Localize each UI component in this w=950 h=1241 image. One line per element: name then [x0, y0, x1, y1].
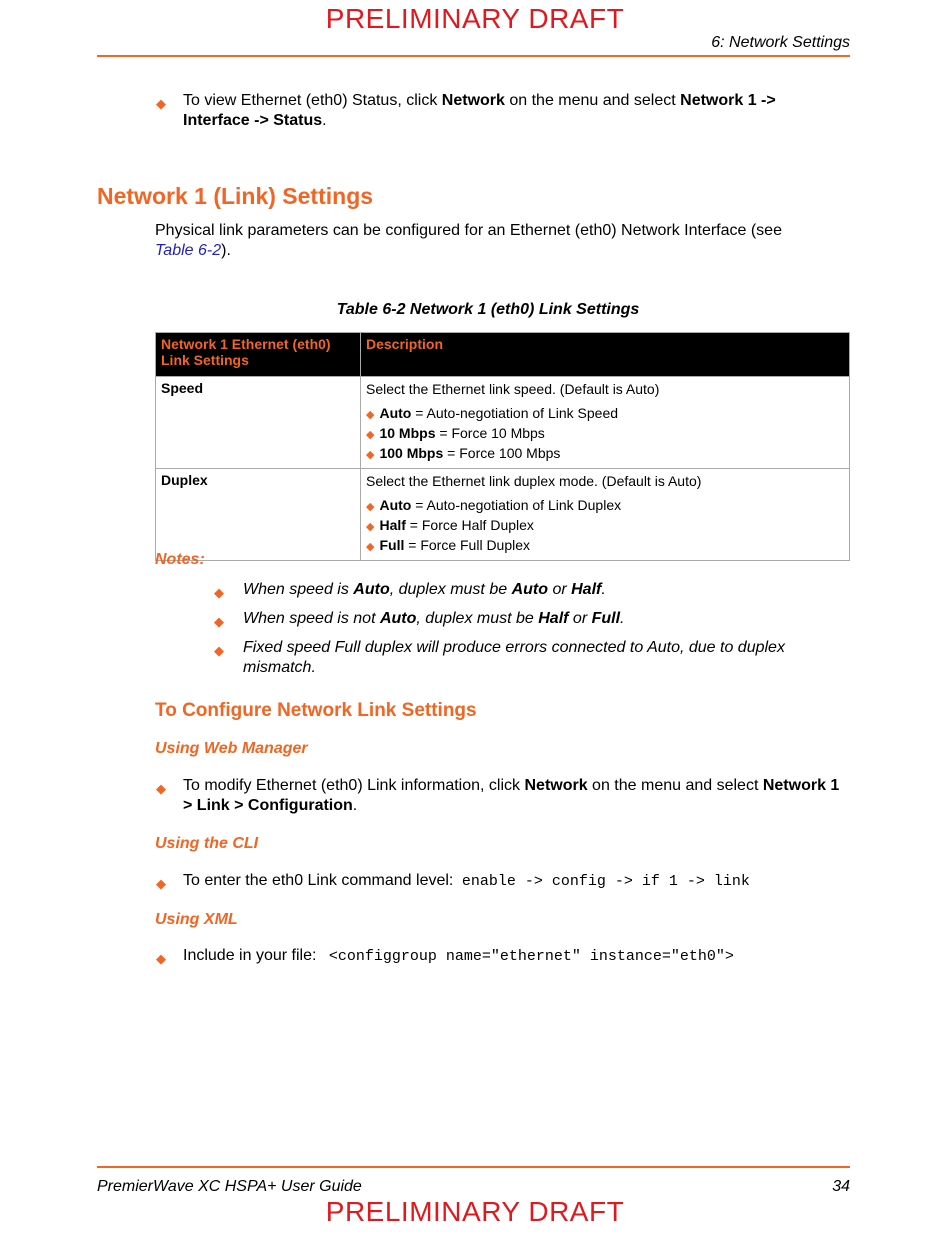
- diamond-bullet-icon: ◆: [214, 585, 224, 600]
- bold-text: Full: [591, 610, 621, 627]
- text: When speed is not: [243, 610, 380, 627]
- bold-text: Auto: [511, 581, 548, 598]
- text: = Force 10 Mbps: [435, 425, 545, 441]
- text: To view Ethernet (eth0) Status, click: [183, 92, 442, 109]
- bold-text: Network: [441, 92, 505, 109]
- watermark-top: PRELIMINARY DRAFT: [325, 3, 625, 34]
- diamond-bullet-icon: ◆: [366, 409, 375, 421]
- diamond-bullet-icon: ◆: [156, 876, 166, 891]
- xml-text: [183, 946, 734, 967]
- footer-title: PremierWave XC HSPA+ User Guide: [97, 1178, 362, 1195]
- note-item: [243, 638, 843, 678]
- diamond-bullet-icon: ◆: [214, 614, 224, 629]
- bold-text: Auto: [379, 405, 412, 421]
- bold-text: Auto: [379, 610, 417, 627]
- setting-name: Speed: [156, 377, 361, 469]
- diamond-bullet-icon: ◆: [156, 951, 166, 966]
- text: .: [322, 112, 327, 129]
- bold-text: 10 Mbps: [379, 425, 436, 441]
- text: mismatch.: [243, 659, 316, 676]
- xml-code: <configgroup name="ethernet" instance="eth0">: [328, 948, 734, 965]
- text: When speed is: [243, 581, 354, 598]
- text: Fixed speed Full duplex will produce errors connected to Auto, due to duplex: [243, 639, 785, 656]
- table-caption: Table 6-2 Network 1 (eth0) Link Settings: [336, 301, 640, 318]
- text: To modify Ethernet (eth0) Link information, click: [183, 777, 525, 794]
- list-item: [366, 496, 844, 516]
- column-header: Description: [361, 333, 850, 377]
- footer-rule: [97, 1166, 850, 1168]
- diamond-bullet-icon: ◆: [156, 96, 166, 111]
- diamond-bullet-icon: ◆: [366, 501, 375, 513]
- setting-name: Duplex: [156, 469, 361, 561]
- xml-label: Using XML: [155, 911, 238, 928]
- table-row: [156, 469, 850, 561]
- bold-text: Half: [538, 610, 569, 627]
- section-paragraph: [155, 221, 845, 261]
- notes-label: Notes:: [155, 551, 205, 568]
- text: = Auto-negotiation of Link Duplex: [411, 497, 622, 513]
- table-row: [156, 377, 850, 469]
- web-manager-text: [183, 776, 853, 816]
- text: To enter the eth0 Link command level:: [183, 872, 454, 889]
- text: on the menu and select: [587, 777, 763, 794]
- text: = Force 100 Mbps: [443, 445, 561, 461]
- watermark-bottom: PRELIMINARY DRAFT: [325, 1196, 625, 1227]
- text: Include in your file:: [183, 947, 317, 964]
- description-text: Select the Ethernet link duplex mode. (Default is Auto): [366, 473, 702, 489]
- table-reference-link[interactable]: Table 6-2: [155, 242, 222, 259]
- section-title: Network 1 (Link) Settings: [97, 183, 374, 209]
- cli-text: [183, 871, 750, 892]
- bold-text: Half: [571, 581, 602, 598]
- text: .: [352, 797, 358, 814]
- link-settings-table: [155, 332, 850, 561]
- description-text: Select the Ethernet link speed. (Default is Auto): [366, 381, 660, 397]
- list-item: [366, 444, 844, 464]
- bold-text: Network 1: [762, 777, 840, 794]
- text: , duplex must be: [416, 610, 539, 627]
- text: , duplex must be: [389, 581, 512, 598]
- note-item: [243, 580, 606, 600]
- bold-text: Network 1 ->: [680, 92, 776, 109]
- header-rule: [97, 55, 850, 57]
- bold-text: Full: [379, 537, 405, 553]
- diamond-bullet-icon: ◆: [366, 449, 375, 461]
- text: or: [548, 581, 572, 598]
- running-header: 6: Network Settings: [711, 34, 850, 51]
- text: .: [601, 581, 606, 598]
- column-header: Network 1 Ethernet (eth0) Link Settings: [156, 333, 361, 377]
- list-item: [366, 404, 844, 424]
- page-number: 34: [832, 1178, 850, 1195]
- list-item: [366, 516, 844, 536]
- text: ).: [221, 242, 231, 259]
- bold-text: Network: [524, 777, 588, 794]
- cli-command: enable -> config -> if 1 -> link: [461, 873, 750, 890]
- bold-text: Interface -> Status: [183, 112, 323, 129]
- cli-label: Using the CLI: [155, 835, 259, 852]
- text: = Auto-negotiation of Link Speed: [411, 405, 619, 421]
- diamond-bullet-icon: ◆: [366, 541, 375, 553]
- bold-text: 100 Mbps: [379, 445, 444, 461]
- bold-text: Auto: [353, 581, 390, 598]
- diamond-bullet-icon: ◆: [366, 429, 375, 441]
- list-item: [366, 424, 844, 444]
- list-item: [366, 536, 844, 556]
- setting-description: [361, 377, 850, 469]
- diamond-bullet-icon: ◆: [214, 643, 224, 658]
- web-manager-label: Using Web Manager: [155, 740, 308, 757]
- text: .: [620, 610, 625, 627]
- diamond-bullet-icon: ◆: [156, 781, 166, 796]
- text: = Force Full Duplex: [404, 537, 531, 553]
- configure-title: To Configure Network Link Settings: [155, 700, 477, 721]
- text: or: [568, 610, 592, 627]
- bold-text: > Link > Configuration: [183, 797, 353, 814]
- intro-bullet-text: [183, 91, 843, 131]
- text: = Force Half Duplex: [405, 517, 534, 533]
- bold-text: Half: [379, 517, 406, 533]
- table-header-row: [156, 333, 850, 377]
- diamond-bullet-icon: ◆: [366, 521, 375, 533]
- setting-description: [361, 469, 850, 561]
- bold-text: Auto: [379, 497, 412, 513]
- text: Physical link parameters can be configured for an Ethernet (eth0) Network Interface (see: [155, 222, 782, 239]
- text: on the menu and select: [504, 92, 681, 109]
- note-item: [243, 609, 625, 629]
